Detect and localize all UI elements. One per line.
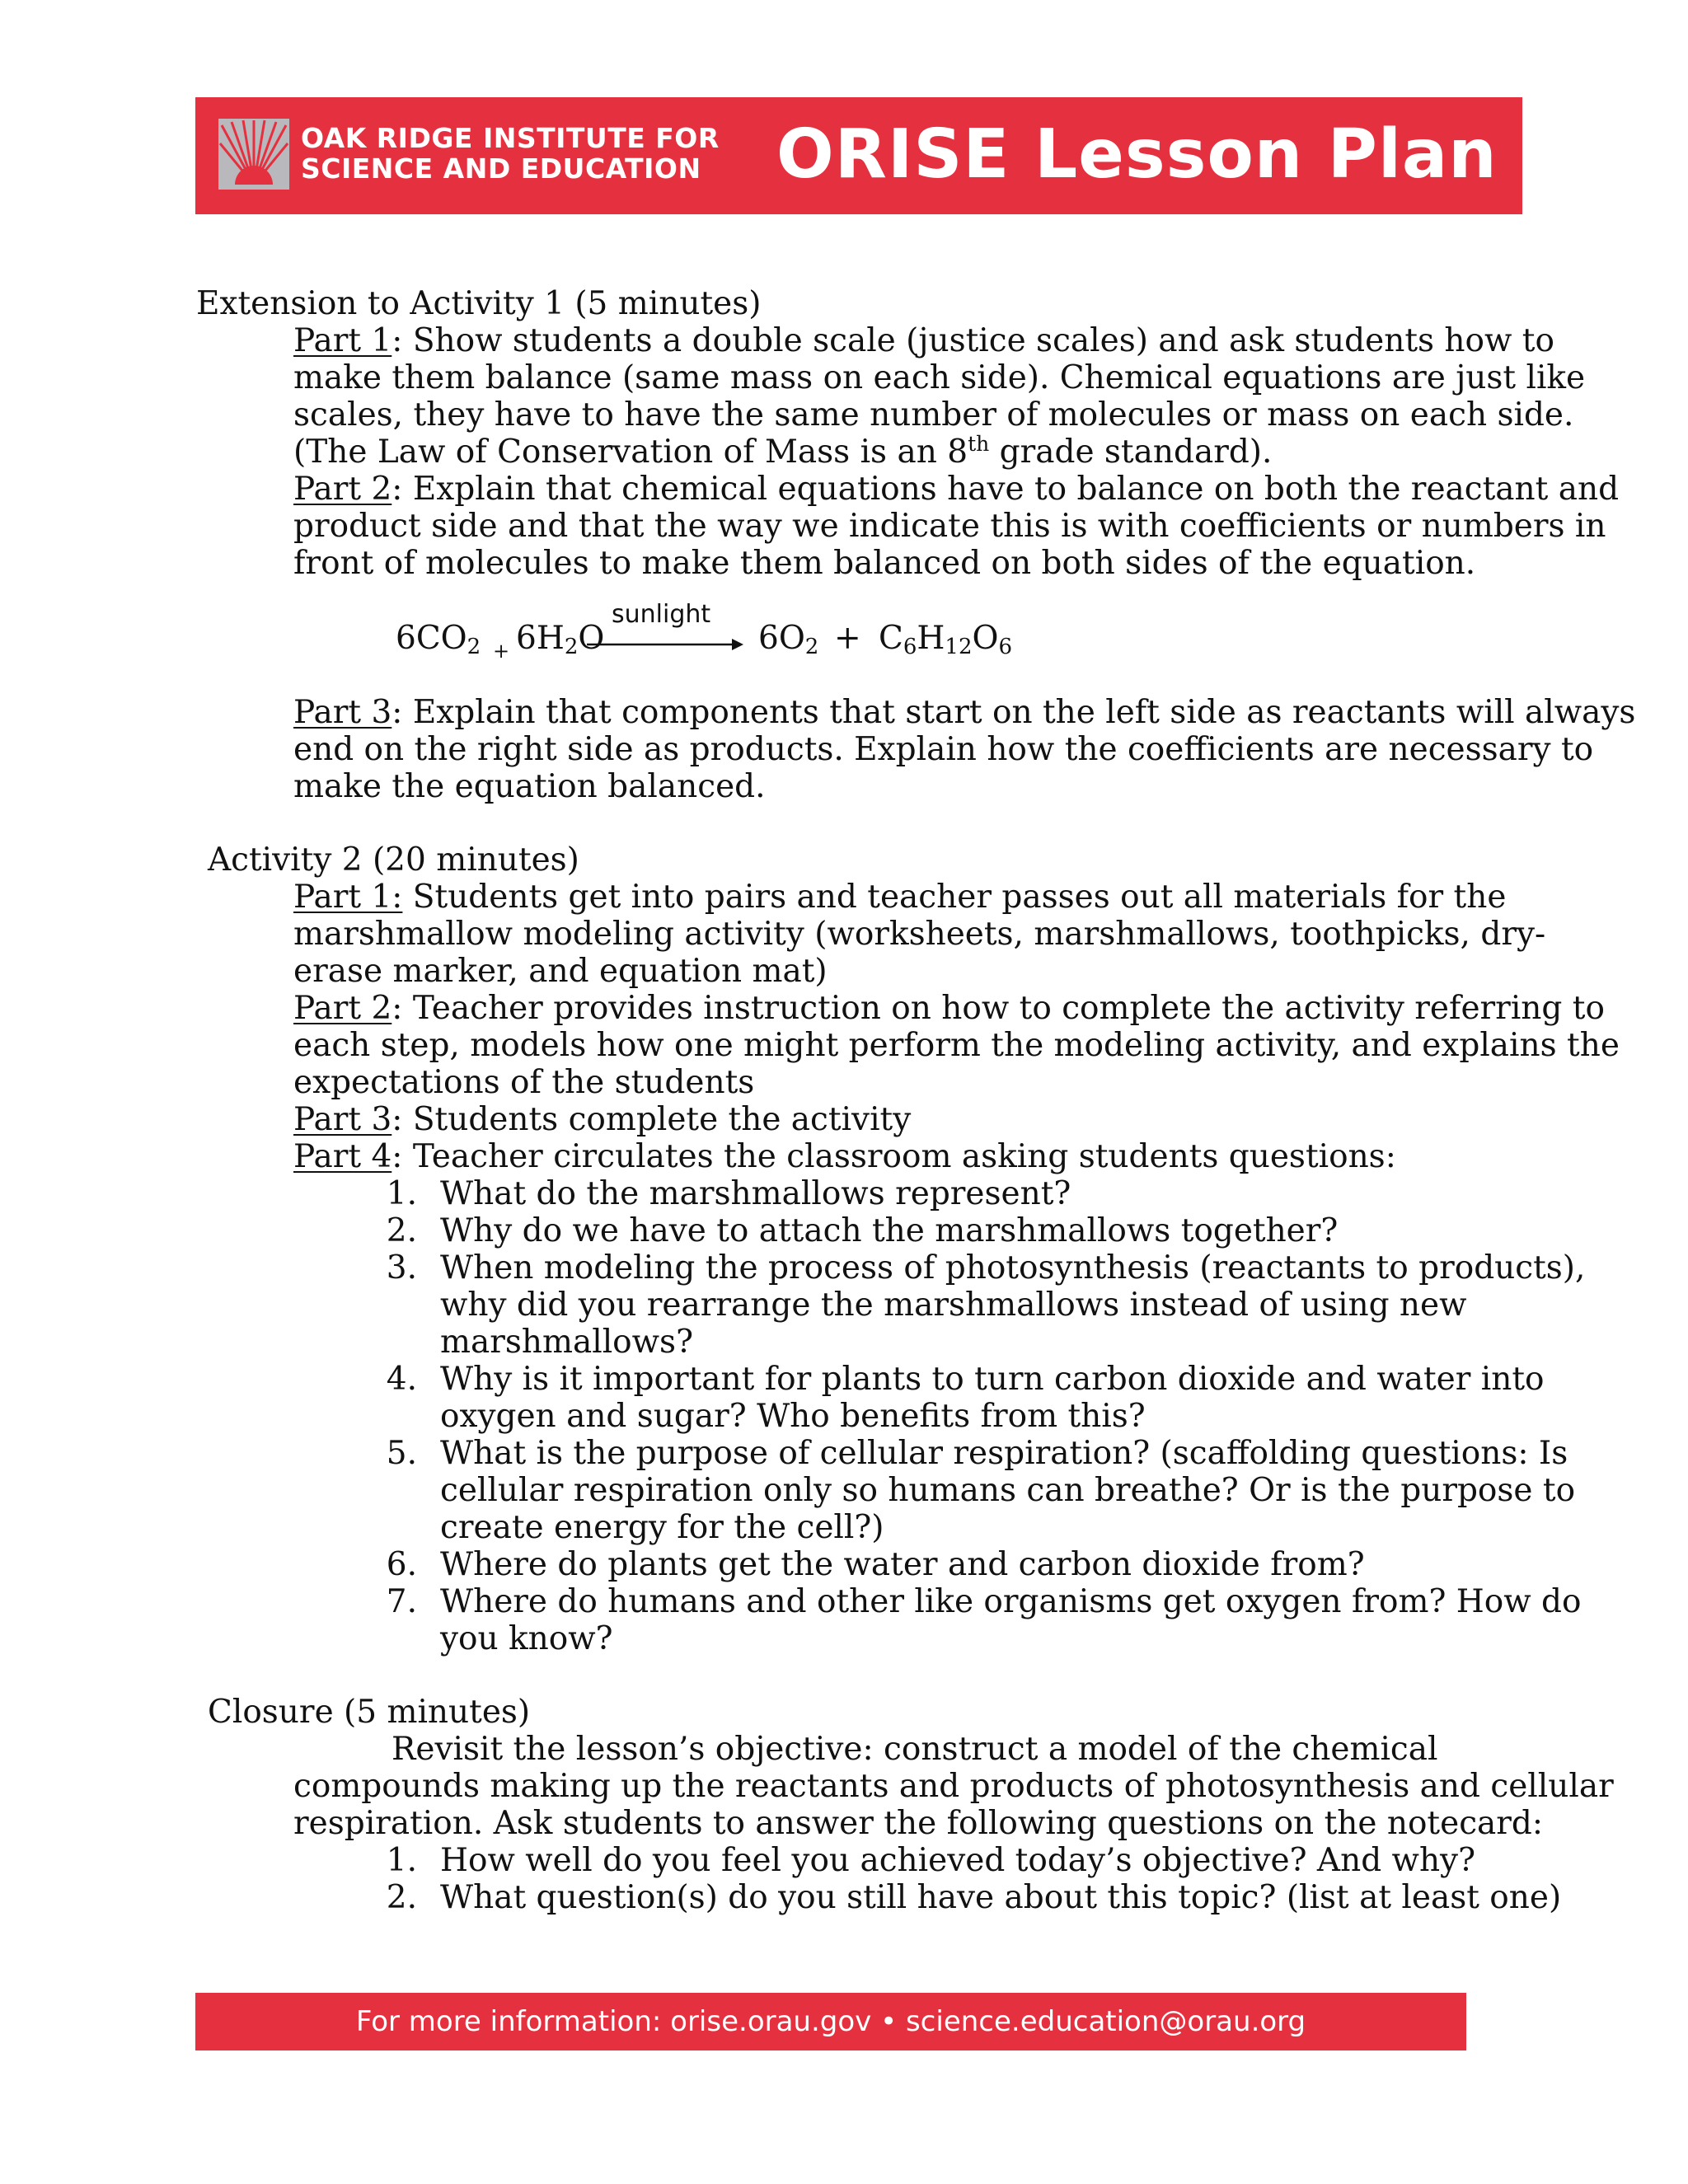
extension-part2-label: Part 2 [293, 471, 392, 508]
activity2-part4-label: Part 4 [293, 1138, 392, 1175]
question-item-continued: create energy for the cell?) [440, 1509, 884, 1546]
question-item-continued: oxygen and sugar? Who benefits from this? [440, 1398, 1146, 1435]
equation-plus: + [834, 620, 861, 657]
closure-question-number: 2. [386, 1879, 417, 1916]
closure-line3: respiration. Ask students to answer the following questions on the notecard: [293, 1805, 1544, 1842]
footer-banner [195, 1993, 1466, 2050]
activity2-part3-label: Part 3 [293, 1101, 392, 1138]
activity2-part1-line3: erase marker, and equation mat) [293, 953, 828, 990]
activity2-part2-line1: Part 2: Teacher provides instruction on how to complete the activity referring to [293, 990, 1605, 1027]
equation-glucose: $C_6H_{12}O_6$ [879, 620, 1013, 659]
closure-question-item: What question(s) do you still have about this topic? (list at least one) [440, 1879, 1562, 1916]
question-item-continued: you know? [440, 1620, 613, 1657]
question-item: What do the marshmallows represent? [440, 1175, 1071, 1212]
extension-part3-label: Part 3 [293, 694, 392, 731]
header-banner [195, 97, 1522, 214]
footer-contact-info: For more information: orise.orau.gov • science.education@orau.org [355, 2005, 1306, 2038]
question-number: 7. [386, 1583, 417, 1620]
closure-line1: Revisit the lesson’s objective: construct a model of the chemical [392, 1731, 1438, 1768]
extension-part3-line2: end on the right side as products. Explain how the coefficients are necessary to [293, 731, 1594, 768]
extension-part1-line3: scales, they have to have the same number of molecules or mass on each side. [293, 396, 1574, 434]
extension-part2-line1: Part 2: Explain that chemical equations have to balance on both the reactant and [293, 471, 1620, 508]
extension-part1-line1: Part 1: Show students a double scale (justice scales) and ask students how to [293, 322, 1554, 359]
org-name-line1: OAK RIDGE INSTITUTE FOR [301, 122, 720, 154]
question-number: 6. [386, 1546, 417, 1583]
activity2-part1-line2: marshmallow modeling activity (worksheets, marshmallows, toothpicks, dry- [293, 916, 1546, 953]
question-number: 5. [386, 1435, 417, 1472]
activity2-part1-label: Part 1: [293, 879, 403, 916]
question-item: What is the purpose of cellular respiration? (scaffolding questions: Is [440, 1435, 1568, 1472]
activity2-part3-line1: Part 3: Students complete the activity [293, 1101, 912, 1138]
closure-question-item: How well do you feel you achieved today’s objective? And why? [440, 1842, 1475, 1879]
question-item: Why do we have to attach the marshmallows together? [440, 1212, 1339, 1249]
activity2-part2-line3: expectations of the students [293, 1064, 755, 1101]
closure-line2: compounds making up the reactants and products of photosynthesis and cellular [293, 1768, 1614, 1805]
question-item-continued: cellular respiration only so humans can breathe? Or is the purpose to [440, 1472, 1576, 1509]
question-number: 4. [386, 1361, 417, 1398]
extension-part3-line1: Part 3: Explain that components that start on the left side as reactants will always [293, 694, 1636, 731]
extension-part1-line4: (The Law of Conservation of Mass is an 8th grade standard). [293, 432, 1273, 471]
extension-part1-line2: make them balance (same mass on each side). Chemical equations are just like [293, 359, 1586, 396]
extension-part2-line3: front of molecules to make them balanced on both sides of the equation. [293, 545, 1476, 582]
question-number: 3. [386, 1249, 417, 1286]
closure-heading: Closure (5 minutes) [208, 1694, 531, 1731]
equation-h2o: $6H_2O$ [516, 620, 605, 659]
extension-part3-line3: make the equation balanced. [293, 768, 766, 805]
equation-co2: $6CO_2$ [396, 620, 481, 659]
question-item-continued: why did you rearrange the marshmallows instead of using new [440, 1286, 1467, 1324]
equation-plus-small: + [493, 640, 510, 663]
activity2-part2-label: Part 2 [293, 990, 392, 1027]
activity2-part1-line1: Part 1: Students get into pairs and teacher passes out all materials for the [293, 879, 1507, 916]
extension-part2-line2: product side and that the way we indicate this is with coefficients or numbers in [293, 508, 1606, 545]
closure-question-number: 1. [386, 1842, 417, 1879]
question-item-continued: marshmallows? [440, 1324, 693, 1361]
equation-o2: $6O_2$ [758, 620, 819, 659]
extension-heading: Extension to Activity 1 (5 minutes) [196, 285, 762, 322]
org-name-line2: SCIENCE AND EDUCATION [301, 152, 701, 185]
activity2-part2-line2: each step, models how one might perform the modeling activity, and explains the [293, 1027, 1620, 1064]
question-item: When modeling the process of photosynthesis (reactants to products), [440, 1249, 1586, 1286]
question-number: 2. [386, 1212, 417, 1249]
question-item: Where do plants get the water and carbon dioxide from? [440, 1546, 1365, 1583]
question-item: Why is it important for plants to turn carbon dioxide and water into [440, 1361, 1545, 1398]
reaction-arrow-icon [587, 636, 743, 653]
lesson-plan-title: ORISE Lesson Plan [776, 115, 1498, 194]
question-item: Where do humans and other like organisms get oxygen from? How do [440, 1583, 1582, 1620]
question-number: 1. [386, 1175, 417, 1212]
equation-arrow-label: sunlight [612, 600, 711, 629]
activity2-heading: Activity 2 (20 minutes) [208, 841, 579, 879]
orise-logo-icon [218, 119, 289, 190]
activity2-part4-line1: Part 4: Teacher circulates the classroom asking students questions: [293, 1138, 1396, 1175]
extension-part1-label: Part 1 [293, 322, 392, 359]
